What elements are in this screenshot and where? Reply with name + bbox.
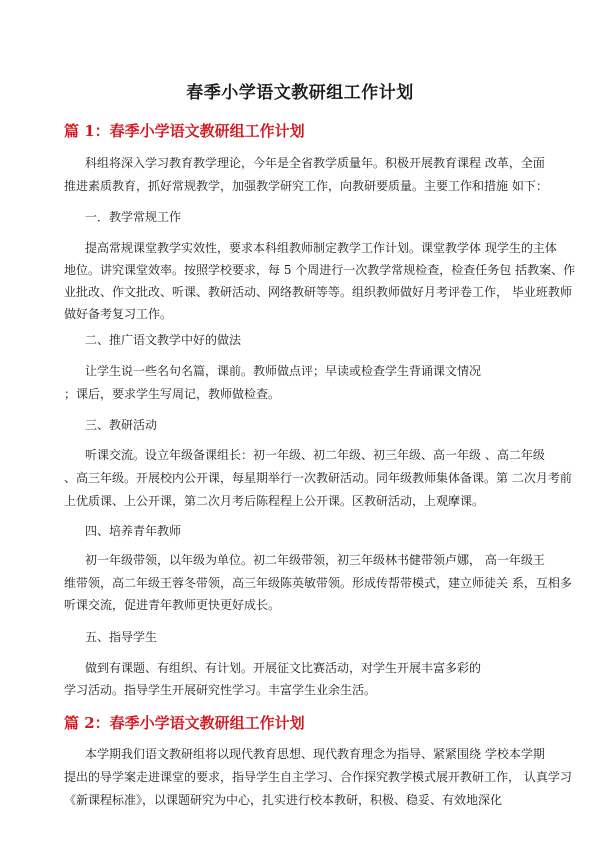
part-1-line-4: 做好备考复习工作。 xyxy=(64,307,173,321)
intro-line-1: 科组将深入学习教育教学理论，今年是全省教学质量年。积极开展教育课程 改革，全面 xyxy=(85,156,545,170)
part-4-line-2: 维带领，高二年级王蓉冬带领，高三年级陈英敏带领。形成传帮带模式，建立师徒关 系，互相多 xyxy=(64,576,572,590)
part-2-line-1: 让学生说一些名句名篇，课前。教师做点评；早读或检查学生背诵课文情况 xyxy=(85,364,482,378)
part-3-line-3: 上优质课、上公开课，第二次月考后陈程程上公开课。区教研活动，上观摩课。 xyxy=(64,494,485,508)
part-4-line-1: 初一年级带领，以年级为单位。初二年级带领，初三年级林书健带领卢娜， 高一年级王 xyxy=(85,553,545,567)
part-1-line-1: 提高常规课堂教学实效性，要求本科组教师制定教学工作计划。课堂教学体 现学生的主体 xyxy=(85,241,557,255)
part-2-heading: 二、推广语文教学中好的做法 xyxy=(85,333,242,347)
part-5-heading: 五、指导学生 xyxy=(85,630,158,644)
section-2-heading: 篇 2：春季小学语文教研组工作计划 xyxy=(64,714,305,732)
part-1-heading: 一．教学常规工作 xyxy=(85,210,182,224)
section-2-line-1: 本学期我们语文教研组将以现代教育思想、现代教育理念为指导、紧紧围绕 学校本学期 xyxy=(85,747,545,761)
part-2-line-2: ；课后，要求学生写周记，教师做检查。 xyxy=(64,387,281,401)
part-1-line-3: 业批改、作文批改、听课、教研活动、网络教研等等。组织教师做好月考评卷工作， 毕业班教师 xyxy=(64,285,572,299)
part-4-heading: 四、培养青年教师 xyxy=(85,524,182,538)
part-4-line-3: 听课交流，促进青年教师更快更好成长。 xyxy=(64,598,281,612)
part-3-line-1: 听课交流。设立年级备课组长：初一年级、初二年级、初三年级、高一年级 、高二年级 xyxy=(85,448,545,462)
section-1-heading: 篇 1：春季小学语文教研组工作计划 xyxy=(64,122,305,140)
part-3-heading: 三、教研活动 xyxy=(85,418,158,432)
document-title: 春季小学语文教研组工作计划 xyxy=(186,83,414,103)
intro-line-2: 推进素质教育，抓好常规教学，加强教学研究工作，向教研要质量。主要工作和措施 如下： xyxy=(64,179,548,193)
section-2-line-2: 提出的导学案走进课堂的要求，指导学生自主学习、合作探究教学模式展开教研工作， 认真学习 xyxy=(64,770,572,784)
part-3-line-2: 、高三年级。开展校内公开课，每星期举行一次教研活动。同年级教师集体备课。第 二次月考前 xyxy=(64,471,572,485)
part-5-line-2: 学习活动。指导学生开展研究性学习。丰富学生业余生活。 xyxy=(64,683,377,697)
part-5-line-1: 做到有课题、有组织、有计划。开展征文比赛活动，对学生开展丰富多彩的 xyxy=(85,661,482,675)
section-2-line-3: 《新课程标准》，以课题研究为中心，扎实进行校本教研，积极、稳妥、有效地深化 xyxy=(64,793,503,807)
part-1-line-2: 地位。讲究课堂效率。按照学校要求，每 5 个周进行一次教学常规检查，检查任务包 括教案、作 xyxy=(64,263,576,277)
